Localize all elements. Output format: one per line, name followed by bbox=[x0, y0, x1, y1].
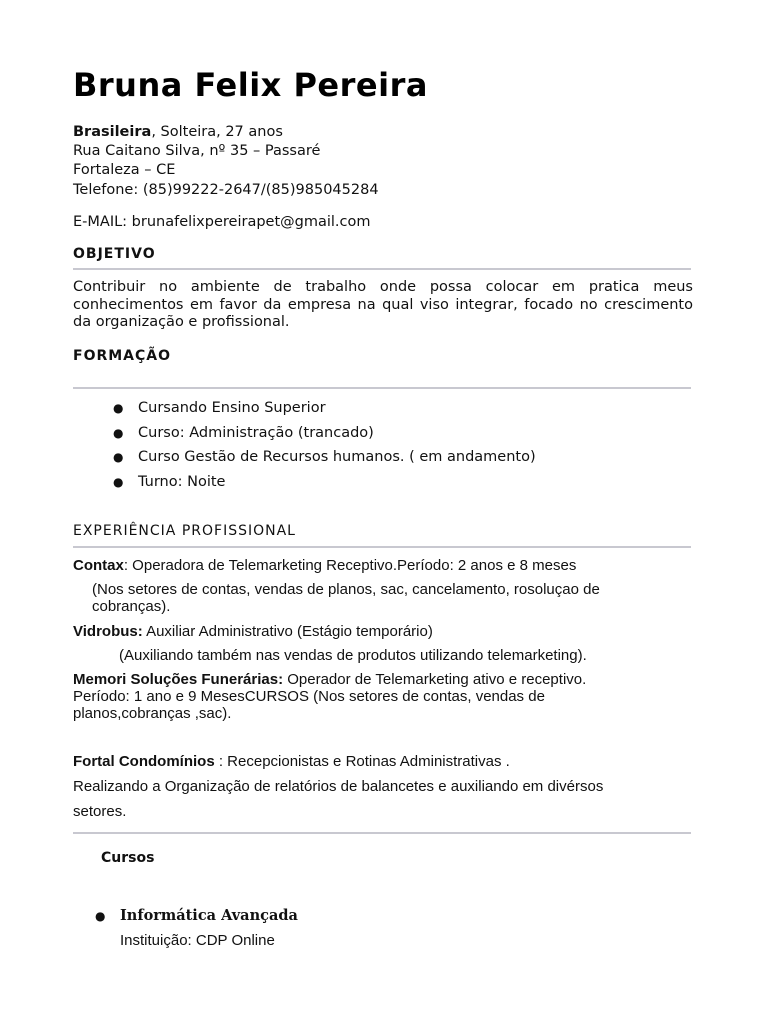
bullet-icon: ● bbox=[113, 474, 124, 489]
company-name: Fortal Condomínios bbox=[73, 753, 215, 770]
personal-info-line bbox=[73, 123, 283, 142]
job-detail: Período: 1 ano e 9 MesesCURSOS (Nos setores de contas, vendas de bbox=[73, 688, 545, 705]
personal-details: , Solteira, 27 anos bbox=[151, 124, 283, 140]
job-detail: planos,cobranças ,sac). bbox=[73, 705, 232, 722]
courses-heading: Cursos bbox=[101, 850, 155, 866]
job-note: cobranças). bbox=[92, 598, 171, 615]
education-item-label: Turno: Noite bbox=[138, 473, 226, 490]
list-item bbox=[113, 398, 536, 423]
list-item bbox=[113, 472, 536, 497]
job-fortal bbox=[73, 753, 510, 770]
job-role: : Recepcionistas e Rotinas Administrativas . bbox=[214, 753, 510, 770]
bullet-icon: ● bbox=[113, 401, 124, 415]
job-role: Operador de Telemarketing ativo e receptivo. bbox=[283, 671, 587, 688]
course-title: Informática Avançada bbox=[120, 907, 298, 924]
bullet-icon: ● bbox=[113, 450, 124, 464]
education-divider bbox=[73, 387, 691, 389]
experience-heading: EXPERIÊNCIA PROFISSIONAL bbox=[73, 523, 296, 539]
job-role: : Operadora de Telemarketing Receptivo.Período: 2 anos e 8 meses bbox=[123, 557, 577, 574]
job-note: (Auxiliando também nas vendas de produtos utilizando telemarketing). bbox=[119, 647, 587, 664]
company-name: Contax bbox=[73, 557, 124, 574]
education-item-label: Curso Gestão de Recursos humanos. ( em andamento) bbox=[138, 449, 536, 465]
experience-divider bbox=[73, 546, 691, 548]
nationality: Brasileira bbox=[73, 124, 152, 140]
job-detail: Realizando a Organização de relatórios de balancetes e auxiliando em divérsos bbox=[73, 778, 604, 795]
list-item bbox=[113, 447, 536, 472]
email-line: E-MAIL: brunafelixpereirapet@gmail.com bbox=[73, 214, 371, 230]
job-contax bbox=[73, 557, 576, 574]
education-list bbox=[113, 398, 536, 496]
address-line: Rua Caitano Silva, nº 35 – Passaré bbox=[73, 143, 321, 159]
course-institution: Instituição: CDP Online bbox=[120, 932, 275, 949]
city-line: Fortaleza – CE bbox=[73, 162, 176, 178]
bullet-icon: ● bbox=[95, 909, 106, 923]
job-vidrobus bbox=[73, 623, 433, 640]
job-detail: setores. bbox=[73, 803, 127, 820]
courses-divider bbox=[73, 832, 691, 834]
job-note: (Nos setores de contas, vendas de planos, sac, cancelamento, rosoluçao de bbox=[92, 581, 600, 598]
objective-text: Contribuir no ambiente de trabalho onde possa colocar em pratica meus conhecimentos em favor da empresa na qual viso integrar, focado no crescimento da organização e profissional. bbox=[73, 279, 693, 330]
job-role: Auxiliar Administrativo (Estágio temporário) bbox=[142, 623, 433, 640]
phone-line: Telefone: (85)99222-2647/(85)985045284 bbox=[73, 182, 379, 198]
job-memori bbox=[73, 671, 586, 688]
company-name: Memori Soluções Funerárias: bbox=[73, 671, 284, 688]
candidate-name: Bruna Felix Pereira bbox=[73, 66, 428, 104]
education-item-label: Curso: Administração (trancado) bbox=[138, 424, 374, 441]
bullet-icon: ● bbox=[113, 425, 124, 440]
company-name: Vidrobus: bbox=[73, 623, 143, 640]
education-item-label: Cursando Ensino Superior bbox=[138, 400, 326, 416]
list-item bbox=[113, 423, 536, 448]
education-heading: FORMAÇÃO bbox=[73, 348, 172, 364]
objective-heading: OBJETIVO bbox=[73, 246, 156, 262]
objective-divider bbox=[73, 268, 691, 270]
